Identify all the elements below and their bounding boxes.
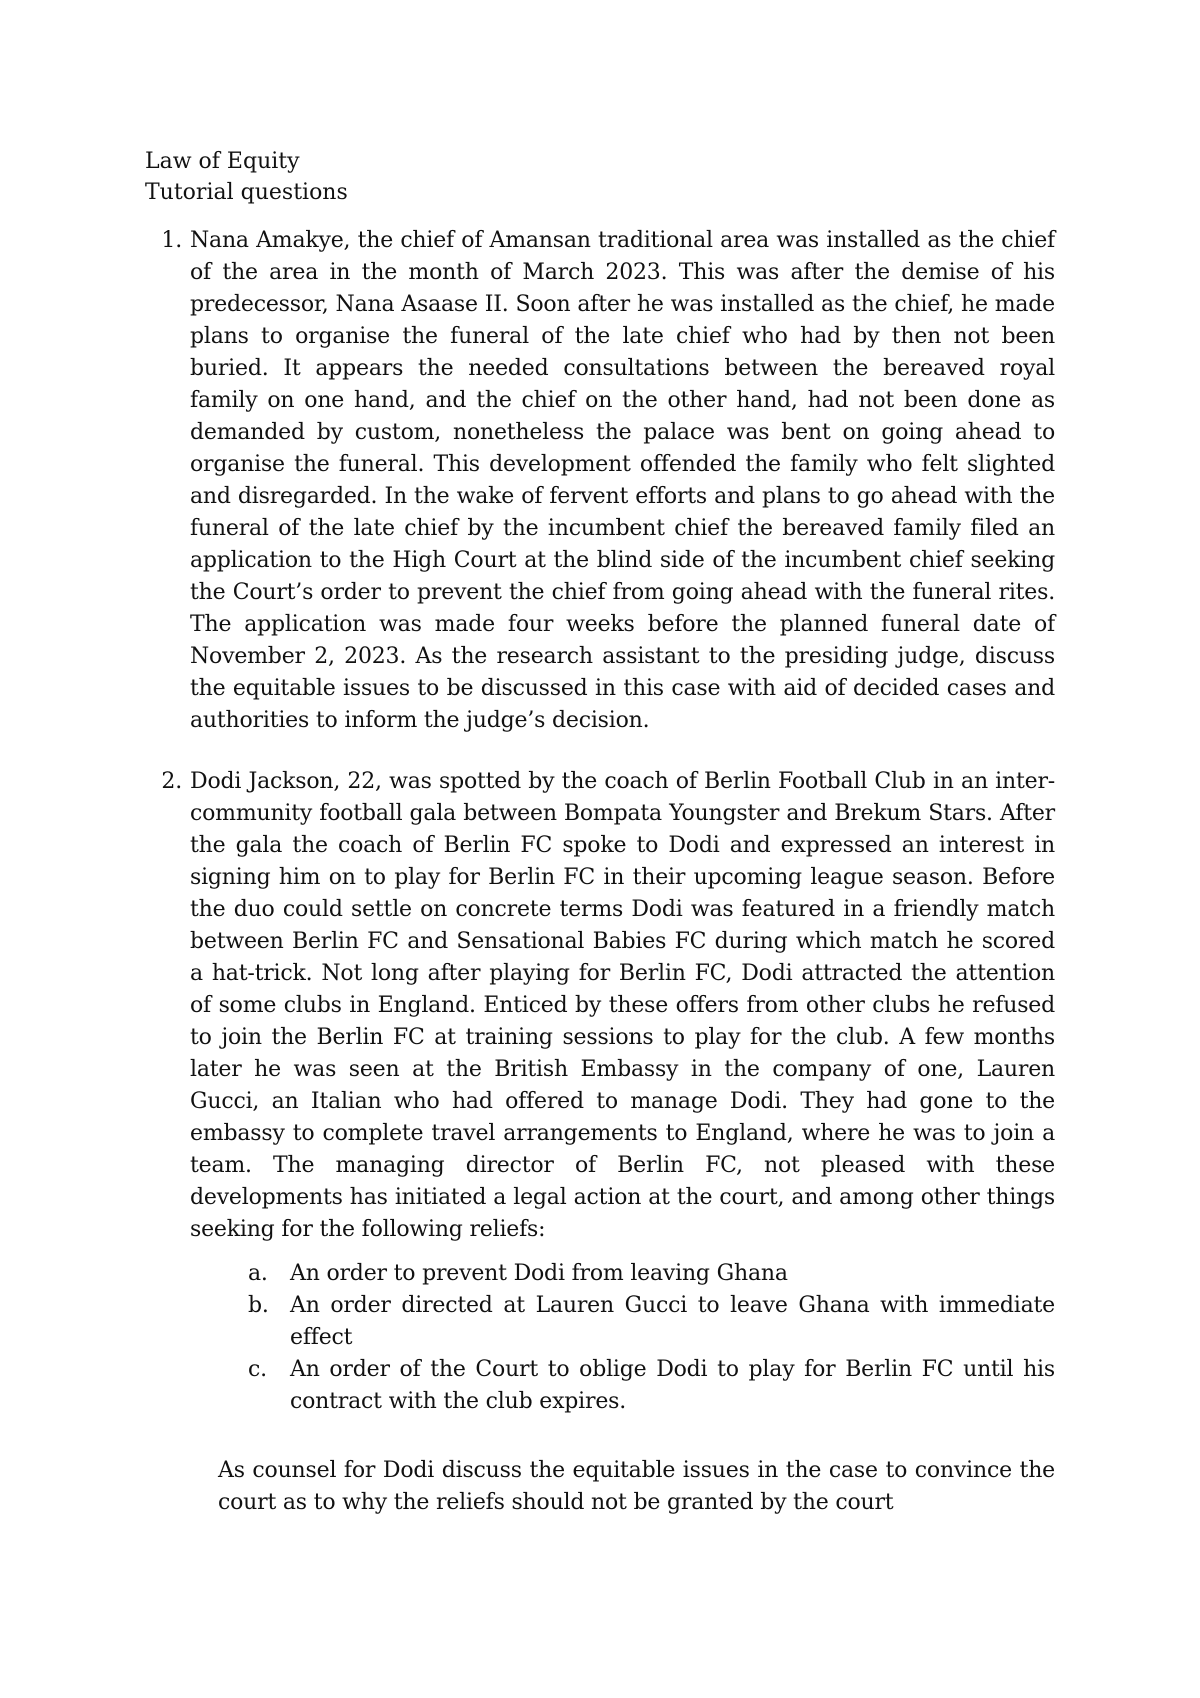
document-subtitle: Tutorial questions — [145, 180, 348, 205]
closing-instruction: As counsel for Dodi discuss the equitable issues in the case to convince the court as to why the reliefs should not be granted by the court — [218, 1458, 1055, 1515]
relief-item — [248, 1258, 1055, 1290]
relief-text: An order of the Court to oblige Dodi to play for Berlin FC until his contract with the club expires. — [290, 1357, 1055, 1414]
question-number: 2. — [161, 769, 182, 794]
question-text: Nana Amakye, the chief of Amansan traditional area was installed as the chief of the area in the month of March 2023. This was after the demise of his predecessor, Nana Asaase II. Soon after he was installed as the chief, he made plans to organise the funeral of the late chief who had by then not been buried. It appears the needed consultations between the bereaved royal family on one hand, and the chief on the other hand, had not been done as demanded by custom, nonetheless the palace was bent on going ahead to organise the funeral. This development offended the family who felt slighted and disregarded. In the wake of fervent efforts and plans to go ahead with the funeral of the late chief by the incumbent chief the bereaved family filed an application to the High Court at the blind side of the incumbent chief seeking the Court’s order to prevent the chief from going ahead with the funeral rites. The application was made four weeks before the planned funeral date of November 2, 2023. As the research assistant to the presiding judge, discuss the equitable issues to be discussed in this case with aid of decided cases and authorities to inform the judge’s decision. — [190, 228, 1055, 733]
relief-letter: b. — [248, 1293, 269, 1318]
question-1 — [161, 225, 1055, 737]
relief-item — [248, 1290, 1055, 1354]
relief-letter: a. — [248, 1261, 268, 1286]
question-number: 1. — [161, 228, 182, 253]
relief-letter: c. — [248, 1357, 267, 1382]
question-2 — [161, 766, 1055, 1246]
reliefs-list — [248, 1258, 1055, 1418]
question-text: Dodi Jackson, 22, was spotted by the coach of Berlin Football Club in an inter-community football gala between Bompata Youngster and Brekum Stars. After the gala the coach of Berlin FC spoke to Dodi and expressed an interest in signing him on to play for Berlin FC in their upcoming league season. Before the duo could settle on concrete terms Dodi was featured in a friendly match between Berlin FC and Sensational Babies FC during which match he scored a hat-trick. Not long after playing for Berlin FC, Dodi attracted the attention of some clubs in England. Enticed by these offers from other clubs he refused to join the Berlin FC at training sessions to play for the club. A few months later he was seen at the British Embassy in the company of one, Lauren Gucci, an Italian who had offered to manage Dodi. They had gone to the embassy to complete travel arrangements to England, where he was to join a team. The managing director of Berlin FC, not pleased with these developments has initiated a legal action at the court, and among other things seeking for the following reliefs: — [190, 769, 1055, 1242]
document-heading — [145, 146, 348, 208]
relief-text: An order directed at Lauren Gucci to leave Ghana with immediate effect — [290, 1293, 1055, 1350]
relief-text: An order to prevent Dodi from leaving Ghana — [290, 1261, 788, 1286]
course-title: Law of Equity — [145, 149, 300, 174]
relief-item — [248, 1354, 1055, 1418]
